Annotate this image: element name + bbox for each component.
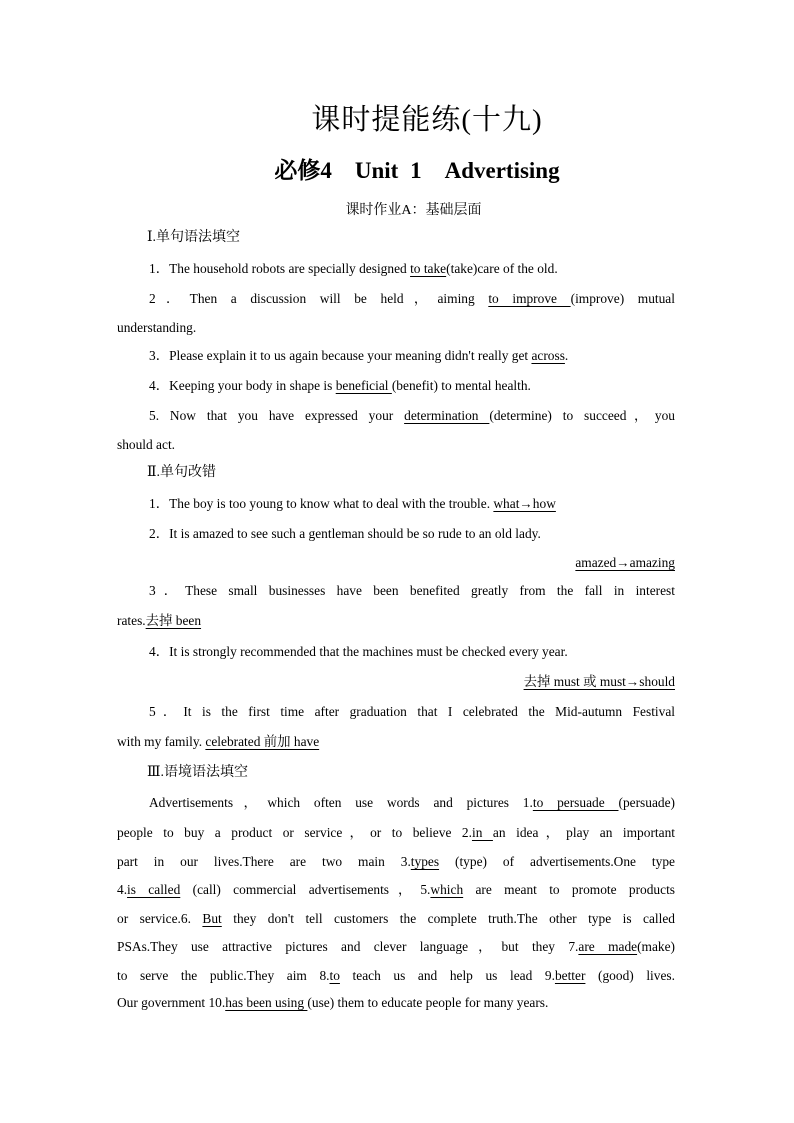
answer: determination xyxy=(404,408,490,423)
s3-line-5: or service.6. But they don't tell customers the complete truth.The other type is called xyxy=(117,911,675,926)
s2-question-5: 5．It is the first time after graduation that I celebrated the Mid-autumn Festival xyxy=(149,704,675,719)
answer: across xyxy=(531,348,565,363)
s1-question-5: 5. Now that you have expressed your determination (determine) to succeed，you xyxy=(149,408,675,423)
s3-line-6: PSAs.They use attractive pictures and clever language，but they 7.are made(make) xyxy=(117,939,675,954)
answer: to persuade xyxy=(532,795,619,810)
answer: types xyxy=(410,854,440,869)
s3-line-3: part in our lives.There are two main 3.types (type) of advertisements.One type xyxy=(117,854,675,869)
s1-question-3: 3．Please explain it to us again because your meaning didn't really get across. xyxy=(149,348,569,363)
answer: which xyxy=(430,882,464,897)
answer: beneficial xyxy=(335,378,392,393)
s3-line-1: Advertisements，which often use words and pictures 1.to persuade (persuade) xyxy=(149,795,675,810)
s1-question-1: 1．The household robots are specially designed to take(take)care of the old. xyxy=(149,261,558,276)
s2-question-2: 2．It is amazed to see such a gentleman should be so rude to an old lady. xyxy=(149,526,541,541)
s3-line-8: Our government 10.has been using (use) them to educate people for many years. xyxy=(117,995,549,1010)
answer: is called xyxy=(127,882,181,897)
answer: has been using xyxy=(225,995,308,1010)
s3-line-7: to serve the public.They aim 8.to teach us and help us lead 9.better (good) lives. xyxy=(117,968,675,983)
s2-question-5-cont: with my family. celebrated 前加 have xyxy=(117,734,320,749)
section-3-heading: Ⅲ.语境语法填空 xyxy=(147,765,249,780)
answer: But xyxy=(202,911,222,926)
s3-line-4: 4.is called (call) commercial advertisements，5.which are meant to promote products xyxy=(117,882,676,897)
answer: celebrated 前加 have xyxy=(205,734,320,749)
section-1-heading: Ⅰ.单句语法填空 xyxy=(147,230,241,245)
answer: are made xyxy=(578,939,638,954)
s2-answer-4: 去掉 must 或 must→should xyxy=(523,674,675,689)
s1-question-4: 4．Keeping your body in shape is beneficial (benefit) to mental health. xyxy=(149,378,531,393)
s1-question-2-cont: understanding. xyxy=(117,320,197,335)
s2-question-3: 3．These small businesses have been benefited greatly from the fall in interest xyxy=(149,583,675,598)
s1-question-2: 2．Then a discussion will be held，aiming to improve (improve) mutual xyxy=(149,291,675,306)
s2-answer-2: amazed→amazing xyxy=(575,555,675,570)
s1-question-5-cont: should act. xyxy=(117,437,176,452)
page-title: 课时提能练(十九) xyxy=(311,104,543,136)
answer: what→how xyxy=(493,496,556,511)
answer: better xyxy=(554,968,586,983)
answer: to take xyxy=(410,261,447,276)
answer: to xyxy=(329,968,340,983)
answer: to improve xyxy=(488,291,571,306)
section-2-heading: Ⅱ.单句改错 xyxy=(147,465,217,480)
answer: in xyxy=(471,825,493,840)
answer: 去掉 been xyxy=(145,613,202,628)
s2-question-1: 1．The boy is too young to know what to deal with the trouble. what→how xyxy=(149,496,556,511)
s3-line-2: people to buy a product or service，or to believe 2.in an idea，play an important xyxy=(117,825,675,840)
unit-title: 必修4 Unit 1 Advertising xyxy=(274,158,560,183)
homework-title: 课时作业A：基础层面 xyxy=(345,203,482,218)
s2-question-3-cont: rates.去掉 been xyxy=(117,613,202,628)
s2-question-4: 4．It is strongly recommended that the machines must be checked every year. xyxy=(149,644,568,659)
